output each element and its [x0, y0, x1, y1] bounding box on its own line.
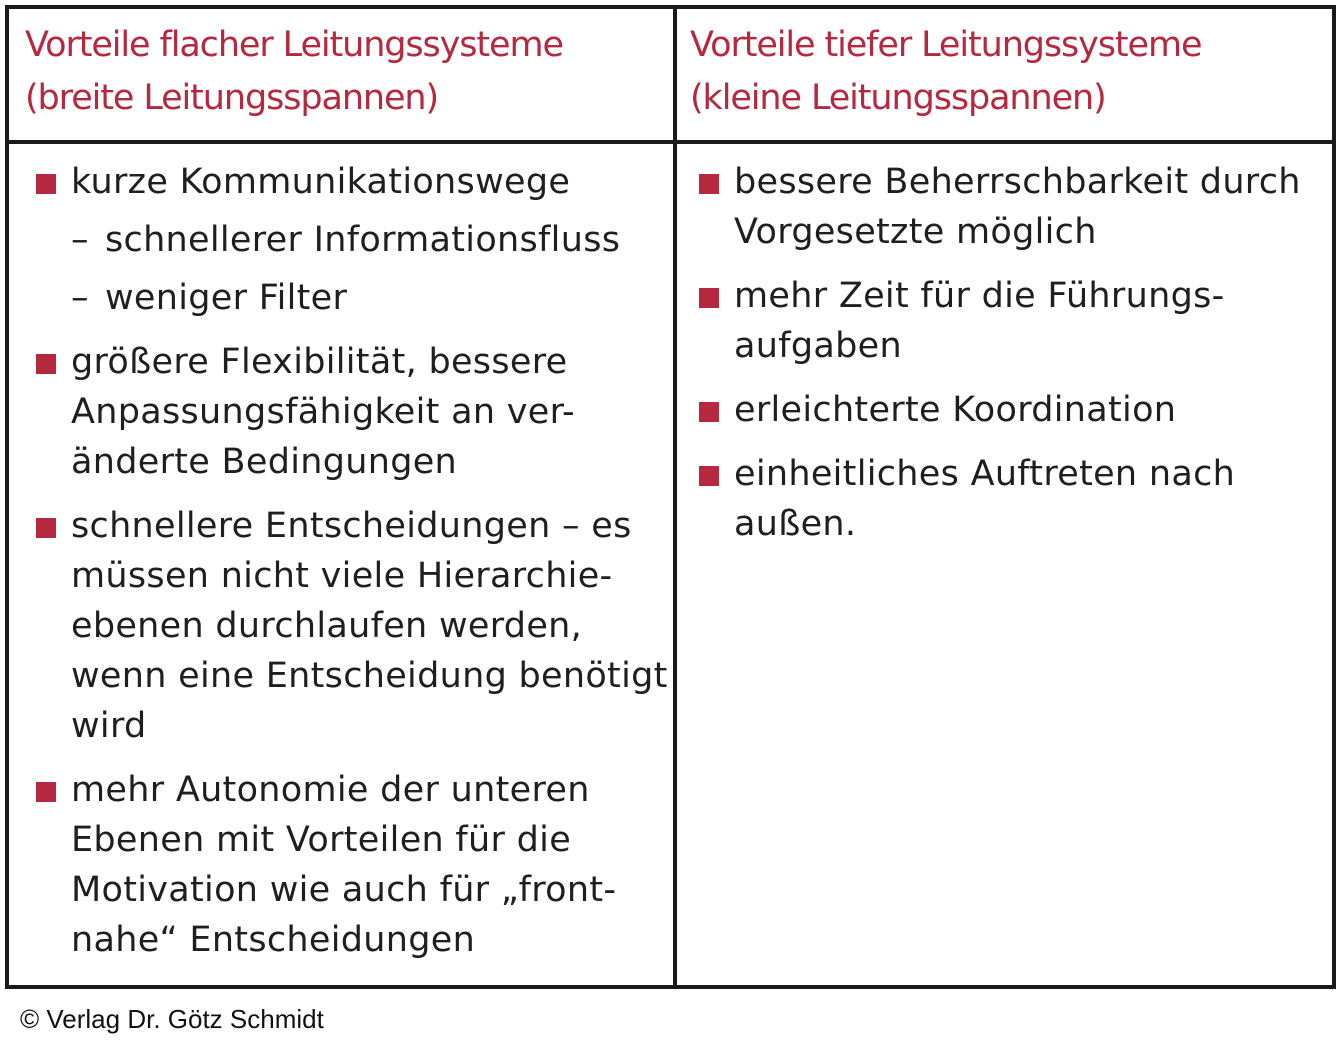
square-bullet-icon	[36, 782, 56, 802]
square-bullet-icon	[36, 518, 56, 538]
header-divider	[9, 140, 1332, 144]
item-text-line: wird	[71, 706, 147, 746]
square-bullet-icon	[36, 174, 56, 194]
item-text-line: größere Flexibilität, bessere	[71, 342, 568, 382]
right-heading-line-1: Vorteile tiefer Leitungssysteme	[690, 25, 1202, 65]
item-text-line: kurze Kommunikationswege	[71, 162, 571, 202]
list-item	[699, 449, 1334, 549]
copyright-credit: © Verlag Dr. Götz Schmidt	[20, 1004, 324, 1034]
list-item	[699, 385, 1334, 435]
item-text-line: änderte Bedingungen	[71, 442, 458, 482]
square-bullet-icon	[699, 402, 719, 422]
item-text-line: erleichterte Koordination	[734, 390, 1177, 430]
item-text-line: mehr Zeit für die Führungs-	[734, 276, 1225, 316]
list-item	[699, 157, 1334, 257]
sub-item	[71, 273, 676, 323]
sub-item-text: schnellerer Informationsfluss	[105, 220, 621, 260]
item-text-line: wenn eine Entscheidung benötigt	[71, 656, 668, 696]
sub-item-text: weniger Filter	[105, 278, 348, 318]
item-text-line: Vorgesetzte möglich	[734, 212, 1097, 252]
right-advantages-list	[699, 157, 1334, 563]
dash-marker: –	[71, 278, 89, 318]
right-heading-line-2: (kleine Leitungsspannen)	[690, 78, 1106, 118]
item-text-line: Motivation wie auch für „front-	[71, 870, 617, 910]
right-column-heading	[690, 19, 1201, 125]
sub-item	[71, 215, 676, 265]
list-item	[699, 271, 1334, 371]
item-text-line: ebenen durchlaufen werden,	[71, 606, 583, 646]
item-text-line: nahe“ Entscheidungen	[71, 920, 476, 960]
left-heading-line-1: Vorteile flacher Leitungssysteme	[25, 25, 563, 65]
square-bullet-icon	[36, 354, 56, 374]
square-bullet-icon	[699, 288, 719, 308]
item-text-line: bessere Beherrschbarkeit durch	[734, 162, 1301, 202]
square-bullet-icon	[699, 174, 719, 194]
list-item	[36, 501, 676, 751]
left-advantages-list	[36, 157, 676, 979]
item-text-line: außen.	[734, 504, 857, 544]
item-text-line: Anpassungsfähigkeit an ver-	[71, 392, 575, 432]
dash-marker: –	[71, 220, 89, 260]
item-text-line: Ebenen mit Vorteilen für die	[71, 820, 572, 860]
item-text-line: aufgaben	[734, 326, 902, 366]
item-text-line: mehr Autonomie der unteren	[71, 770, 590, 810]
item-text-line: schnellere Entscheidungen – es	[71, 506, 632, 546]
list-item	[36, 337, 676, 487]
list-item	[36, 157, 676, 323]
left-heading-line-2: (breite Leitungsspannen)	[25, 78, 439, 118]
list-item	[36, 765, 676, 965]
comparison-table	[5, 5, 1336, 989]
square-bullet-icon	[699, 466, 719, 486]
item-text-line: einheitliches Auftreten nach	[734, 454, 1236, 494]
item-text-line: müssen nicht viele Hierarchie-	[71, 556, 613, 596]
left-column-heading	[25, 19, 563, 125]
